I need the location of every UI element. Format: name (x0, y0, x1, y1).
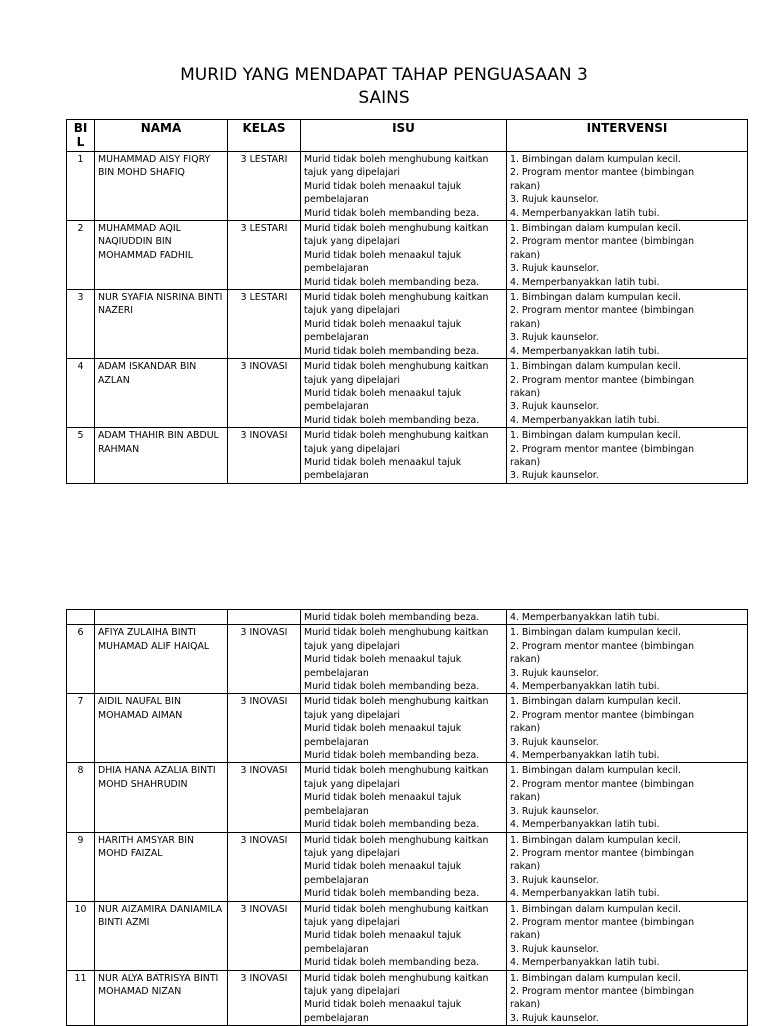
intervensi-line: 4. Memperbanyakkan latih tubi. (510, 276, 660, 288)
isu-line: tajuk yang dipelajari (304, 640, 400, 652)
intervensi-line: 4. Memperbanyakkan latih tubi. (510, 888, 660, 900)
isu-line: tajuk yang dipelajari (304, 305, 400, 317)
intervensi-line: 1. Bimbingan dalam kumpulan kecil. (510, 223, 681, 235)
intervensi-line: 4. Memperbanyakkan latih tubi. (510, 681, 660, 693)
header-isu: ISU (301, 120, 507, 152)
cell-isu (301, 625, 507, 694)
isu-line: Murid tidak boleh membanding beza. (304, 207, 480, 219)
cell-isu (301, 221, 507, 290)
intervensi-line: 2. Program mentor mantee (bimbingan (510, 167, 695, 179)
cell-kelas: 3 LESTARI (228, 290, 301, 359)
cell-kelas: 3 INOVASI (228, 832, 301, 901)
isu-line: Murid tidak boleh membanding beza. (304, 345, 480, 357)
intervensi-line: 3. Rujuk kaunselor. (510, 943, 599, 955)
cell-isu (301, 152, 507, 221)
intervensi-line: 4. Memperbanyakkan latih tubi. (510, 612, 660, 623)
table-row (67, 152, 748, 221)
intervensi-line: 3. Rujuk kaunselor. (510, 194, 599, 206)
intervensi-line: 4. Memperbanyakkan latih tubi. (510, 750, 660, 762)
isu-line: Murid tidak boleh membanding beza. (304, 414, 480, 426)
document-title (0, 64, 768, 110)
student-table-page-2 (66, 609, 748, 1026)
intervensi-line: 1. Bimbingan dalam kumpulan kecil. (510, 154, 681, 165)
intervensi-line: 2. Program mentor mantee (bimbingan (510, 916, 695, 928)
intervensi-line: 4. Memperbanyakkan latih tubi. (510, 414, 660, 426)
header-bil-line-1: BI (73, 121, 88, 135)
cell-bil: 6 (67, 625, 95, 694)
intervensi-line: rakan) (510, 723, 541, 735)
isu-line: tajuk yang dipelajari (304, 167, 400, 179)
isu-line: Murid tidak boleh menghubung kaitkan (304, 696, 489, 708)
intervensi-line: 3. Rujuk kaunselor. (510, 874, 599, 886)
intervensi-line: 4. Memperbanyakkan latih tubi. (510, 207, 660, 219)
cell-intervensi (507, 152, 748, 221)
intervensi-line: 3. Rujuk kaunselor. (510, 332, 599, 344)
header-nama: NAMA (95, 120, 228, 152)
cell-kelas: 3 INOVASI (228, 901, 301, 970)
isu-line: Murid tidak boleh menghubung kaitkan (304, 430, 489, 442)
isu-line: tajuk yang dipelajari (304, 709, 400, 721)
table-row (67, 832, 748, 901)
intervensi-line: 2. Program mentor mantee (bimbingan (510, 443, 695, 455)
cell-isu (301, 610, 507, 625)
table-row (67, 290, 748, 359)
intervensi-line: rakan) (510, 999, 541, 1011)
isu-line: Murid tidak boleh membanding beza. (304, 612, 480, 623)
cell-kelas: 3 LESTARI (228, 152, 301, 221)
intervensi-line: rakan) (510, 456, 541, 468)
cell-intervensi (507, 763, 748, 832)
cell-nama: MUHAMMAD AQIL NAQIUDDIN BIN MOHAMMAD FADHIL (95, 221, 228, 290)
cell-nama: NUR SYAFIA NISRINA BINTI NAZERI (95, 290, 228, 359)
isu-line: Murid tidak boleh membanding beza. (304, 681, 480, 693)
intervensi-line: 2. Program mentor mantee (bimbingan (510, 778, 695, 790)
intervensi-line: 1. Bimbingan dalam kumpulan kecil. (510, 430, 681, 442)
intervensi-line: rakan) (510, 180, 541, 192)
cell-intervensi (507, 832, 748, 901)
cell-intervensi (507, 428, 748, 484)
isu-line: Murid tidak boleh membanding beza. (304, 750, 480, 762)
isu-line: Murid tidak boleh menghubung kaitkan (304, 972, 489, 984)
intervensi-line: 3. Rujuk kaunselor. (510, 736, 599, 748)
intervensi-line: 2. Program mentor mantee (bimbingan (510, 236, 695, 248)
intervensi-line: rakan) (510, 654, 541, 666)
title-line-1: MURID YANG MENDAPAT TAHAP PENGUASAAN 3 (180, 65, 588, 85)
isu-line: Murid tidak boleh menaakul tajuk (304, 387, 462, 399)
intervensi-line: 1. Bimbingan dalam kumpulan kecil. (510, 834, 681, 846)
cell-bil: 9 (67, 832, 95, 901)
isu-line: Murid tidak boleh menaakul tajuk (304, 654, 462, 666)
isu-line: Murid tidak boleh menghubung kaitkan (304, 834, 489, 846)
isu-line: tajuk yang dipelajari (304, 236, 400, 248)
isu-line: pembelajaran (304, 736, 369, 748)
cell-isu (301, 763, 507, 832)
intervensi-line: 4. Memperbanyakkan latih tubi. (510, 819, 660, 831)
cell-nama: ADAM THAHIR BIN ABDUL RAHMAN (95, 428, 228, 484)
cell-bil: 2 (67, 221, 95, 290)
cell-bil: 3 (67, 290, 95, 359)
intervensi-line: rakan) (510, 792, 541, 804)
intervensi-line: 1. Bimbingan dalam kumpulan kecil. (510, 292, 681, 304)
cell-isu (301, 970, 507, 1026)
isu-line: Murid tidak boleh menaakul tajuk (304, 930, 462, 942)
title-line-2: SAINS (358, 88, 410, 108)
intervensi-line: 2. Program mentor mantee (bimbingan (510, 709, 695, 721)
student-table-page-1 (66, 119, 748, 484)
isu-line: pembelajaran (304, 263, 369, 275)
table-row (67, 970, 748, 1026)
isu-line: pembelajaran (304, 470, 369, 482)
table-row (67, 694, 748, 763)
cell-kelas: 3 LESTARI (228, 221, 301, 290)
cell-bil: 7 (67, 694, 95, 763)
intervensi-line: 3. Rujuk kaunselor. (510, 401, 599, 413)
table-header-row (67, 120, 748, 152)
intervensi-line: 3. Rujuk kaunselor. (510, 805, 599, 817)
cell-nama: AIDIL NAUFAL BIN MOHAMAD AIMAN (95, 694, 228, 763)
cell-intervensi (507, 359, 748, 428)
cell-kelas (228, 610, 301, 625)
table-row (67, 221, 748, 290)
isu-line: tajuk yang dipelajari (304, 778, 400, 790)
intervensi-line: 3. Rujuk kaunselor. (510, 470, 599, 482)
table-row (67, 428, 748, 484)
cell-intervensi (507, 970, 748, 1026)
cell-bil: 10 (67, 901, 95, 970)
isu-line: Murid tidak boleh menghubung kaitkan (304, 903, 489, 915)
cell-nama (95, 610, 228, 625)
table-row (67, 901, 748, 970)
cell-isu (301, 901, 507, 970)
isu-line: pembelajaran (304, 332, 369, 344)
cell-bil: 4 (67, 359, 95, 428)
header-bil (67, 120, 95, 152)
cell-nama: AFIYA ZULAIHA BINTI MUHAMAD ALIF HAIQAL (95, 625, 228, 694)
isu-line: Murid tidak boleh menghubung kaitkan (304, 292, 489, 304)
isu-line: Murid tidak boleh membanding beza. (304, 276, 480, 288)
cell-isu (301, 290, 507, 359)
cell-kelas: 3 INOVASI (228, 763, 301, 832)
cell-kelas: 3 INOVASI (228, 694, 301, 763)
header-bil-line-2: L (76, 135, 85, 149)
isu-line: pembelajaran (304, 805, 369, 817)
intervensi-line: 3. Rujuk kaunselor. (510, 263, 599, 275)
isu-line: tajuk yang dipelajari (304, 985, 400, 997)
cell-kelas: 3 INOVASI (228, 625, 301, 694)
cell-nama: NUR ALYA BATRISYA BINTI MOHAMAD NIZAN (95, 970, 228, 1026)
isu-line: Murid tidak boleh membanding beza. (304, 957, 480, 969)
cell-kelas: 3 INOVASI (228, 428, 301, 484)
isu-line: pembelajaran (304, 943, 369, 955)
intervensi-line: 1. Bimbingan dalam kumpulan kecil. (510, 765, 681, 777)
cell-intervensi (507, 610, 748, 625)
table-row (67, 359, 748, 428)
intervensi-line: rakan) (510, 861, 541, 873)
intervensi-line: 2. Program mentor mantee (bimbingan (510, 985, 695, 997)
cell-bil: 5 (67, 428, 95, 484)
table-row-continued (67, 610, 748, 625)
isu-line: Murid tidak boleh menaakul tajuk (304, 456, 462, 468)
cell-nama: DHIA HANA AZALIA BINTI MOHD SHAHRUDIN (95, 763, 228, 832)
isu-line: pembelajaran (304, 667, 369, 679)
isu-line: Murid tidak boleh menaakul tajuk (304, 249, 462, 261)
isu-line: Murid tidak boleh menaakul tajuk (304, 999, 462, 1011)
intervensi-line: 1. Bimbingan dalam kumpulan kecil. (510, 903, 681, 915)
intervensi-line: 3. Rujuk kaunselor. (510, 1012, 599, 1024)
intervensi-line: 1. Bimbingan dalam kumpulan kecil. (510, 627, 681, 639)
cell-bil: 11 (67, 970, 95, 1026)
cell-nama: HARITH AMSYAR BIN MOHD FAIZAL (95, 832, 228, 901)
isu-line: Murid tidak boleh menghubung kaitkan (304, 361, 489, 373)
isu-line: Murid tidak boleh menghubung kaitkan (304, 765, 489, 777)
isu-line: Murid tidak boleh membanding beza. (304, 888, 480, 900)
intervensi-line: 4. Memperbanyakkan latih tubi. (510, 957, 660, 969)
isu-line: Murid tidak boleh menghubung kaitkan (304, 627, 489, 639)
cell-kelas: 3 INOVASI (228, 970, 301, 1026)
intervensi-line: 2. Program mentor mantee (bimbingan (510, 640, 695, 652)
cell-isu (301, 832, 507, 901)
cell-bil (67, 610, 95, 625)
intervensi-line: rakan) (510, 249, 541, 261)
cell-bil: 8 (67, 763, 95, 832)
isu-line: pembelajaran (304, 1012, 369, 1024)
isu-line: tajuk yang dipelajari (304, 916, 400, 928)
header-kelas: KELAS (228, 120, 301, 152)
isu-line: Murid tidak boleh menghubung kaitkan (304, 223, 489, 235)
intervensi-line: 2. Program mentor mantee (bimbingan (510, 374, 695, 386)
intervensi-line: 4. Memperbanyakkan latih tubi. (510, 345, 660, 357)
cell-isu (301, 694, 507, 763)
cell-nama: ADAM ISKANDAR BIN AZLAN (95, 359, 228, 428)
isu-line: pembelajaran (304, 874, 369, 886)
header-intervensi: INTERVENSI (507, 120, 748, 152)
isu-line: tajuk yang dipelajari (304, 374, 400, 386)
isu-line: pembelajaran (304, 401, 369, 413)
isu-line: Murid tidak boleh membanding beza. (304, 819, 480, 831)
cell-intervensi (507, 221, 748, 290)
intervensi-line: rakan) (510, 387, 541, 399)
isu-line: tajuk yang dipelajari (304, 443, 400, 455)
cell-bil: 1 (67, 152, 95, 221)
isu-line: Murid tidak boleh menaakul tajuk (304, 180, 462, 192)
isu-line: Murid tidak boleh menghubung kaitkan (304, 154, 489, 165)
cell-kelas: 3 INOVASI (228, 359, 301, 428)
cell-isu (301, 359, 507, 428)
intervensi-line: 2. Program mentor mantee (bimbingan (510, 847, 695, 859)
isu-line: Murid tidak boleh menaakul tajuk (304, 318, 462, 330)
isu-line: Murid tidak boleh menaakul tajuk (304, 792, 462, 804)
cell-intervensi (507, 694, 748, 763)
cell-isu (301, 428, 507, 484)
cell-intervensi (507, 290, 748, 359)
isu-line: tajuk yang dipelajari (304, 847, 400, 859)
intervensi-line: rakan) (510, 318, 541, 330)
intervensi-line: 1. Bimbingan dalam kumpulan kecil. (510, 972, 681, 984)
isu-line: Murid tidak boleh menaakul tajuk (304, 861, 462, 873)
intervensi-line: 1. Bimbingan dalam kumpulan kecil. (510, 696, 681, 708)
intervensi-line: 1. Bimbingan dalam kumpulan kecil. (510, 361, 681, 373)
cell-nama: NUR AIZAMIRA DANIAMILA BINTI AZMI (95, 901, 228, 970)
cell-nama: MUHAMMAD AISY FIQRY BIN MOHD SHAFIQ (95, 152, 228, 221)
isu-line: pembelajaran (304, 194, 369, 206)
cell-intervensi (507, 901, 748, 970)
cell-intervensi (507, 625, 748, 694)
intervensi-line: 3. Rujuk kaunselor. (510, 667, 599, 679)
intervensi-line: rakan) (510, 930, 541, 942)
intervensi-line: 2. Program mentor mantee (bimbingan (510, 305, 695, 317)
table-row (67, 763, 748, 832)
isu-line: Murid tidak boleh menaakul tajuk (304, 723, 462, 735)
table-row (67, 625, 748, 694)
